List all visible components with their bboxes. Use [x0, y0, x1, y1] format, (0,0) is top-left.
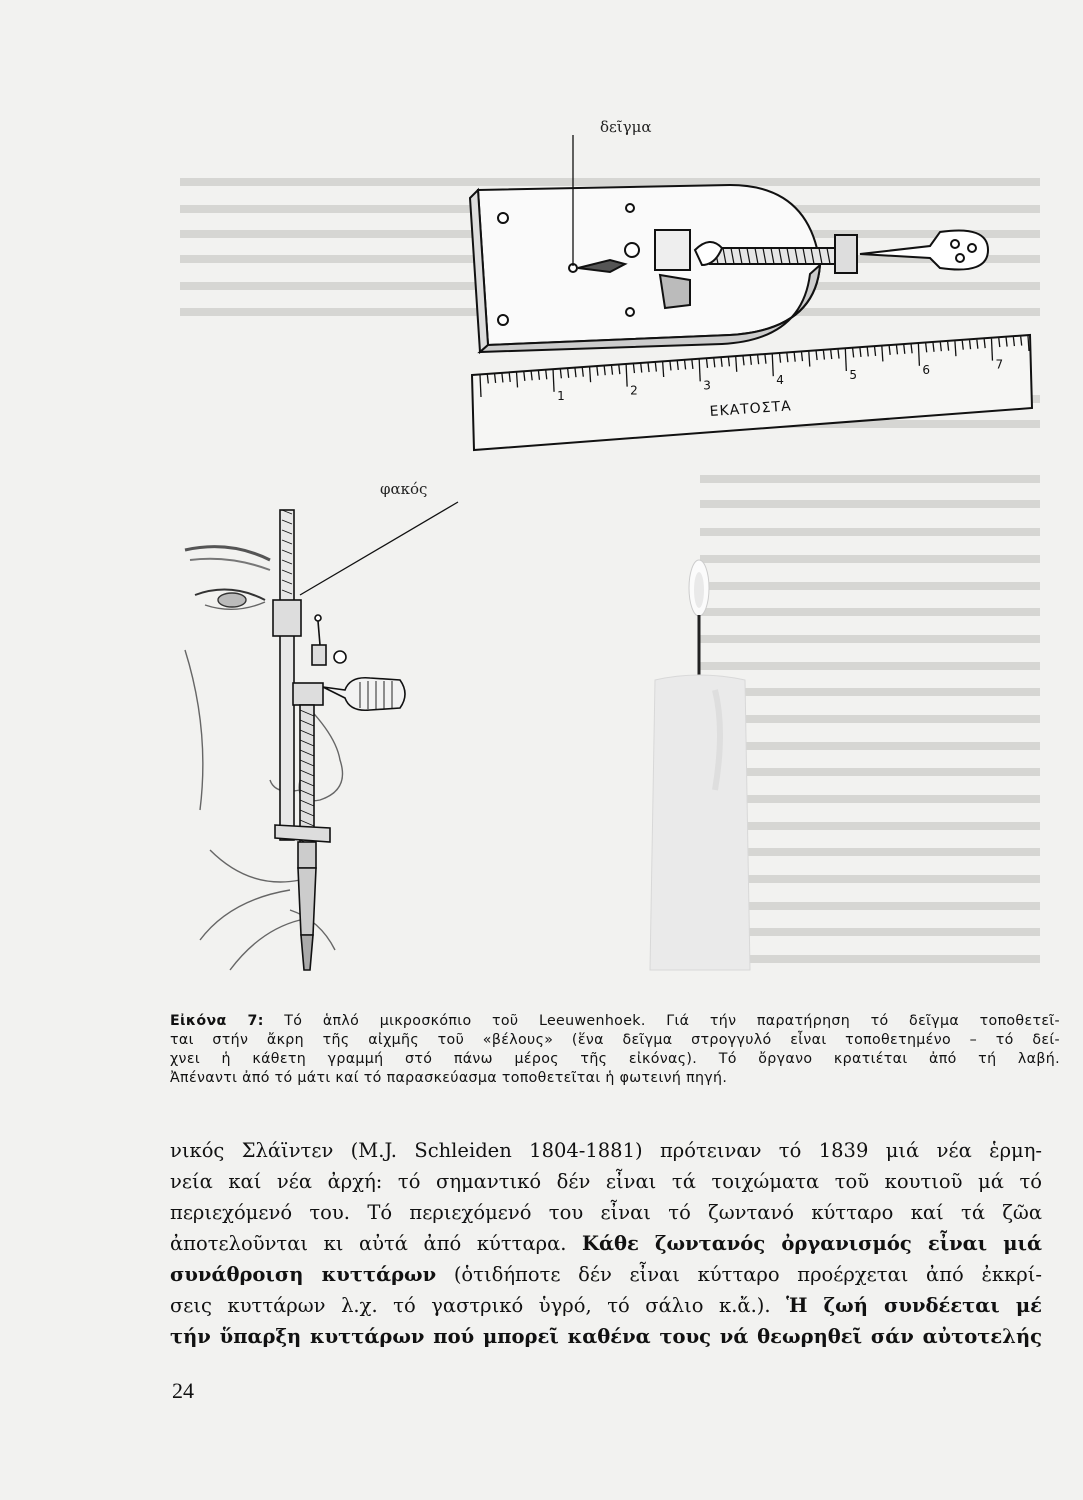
ruler-number: 6 [922, 362, 931, 377]
ruler-number: 5 [849, 368, 857, 382]
caption-line-2: ται στήν ἄκρη τῆς αἰχμῆς τοῦ «βέλους» (ἕνα δεῖγμα στρογγυλό εἶναι τοποθετημένο – τό δεί- [170, 1032, 1060, 1048]
lens-label: φακός [380, 480, 428, 498]
body-line-5 [170, 1259, 1042, 1290]
body-line-3: περιεχόμενό του. Τό περιεχόμενό του εἶναι τό ζωντανό κύτταρο καί τά ζῶα [170, 1201, 1042, 1224]
candle [650, 560, 750, 970]
caption-label: Εἰκόνα 7: [170, 1013, 264, 1029]
body-line-2: νεία καί νέα ἀρχή: τό σημαντικό δέν εἶναι τά τοιχώματα τοῦ κουτιοῦ μά τό [170, 1170, 1042, 1193]
body-line-7-bold: τήν ὕπαρξη κυττάρων πού μπορεῖ καθένα τους νά θεωρηθεῖ σάν αὐτοτελής [170, 1325, 1042, 1348]
body-line-5-regular: (ὁτιδήποτε δέν εἶναι κύτταρο προέρχεται ἀπό ἐκκρί- [453, 1263, 1042, 1286]
ruler-number: 7 [995, 357, 1004, 372]
body-line-4 [170, 1228, 1042, 1259]
body-line-5-bold: συνάθροιση κυττάρων [170, 1263, 437, 1286]
caption-line-1 [170, 1012, 1060, 1031]
body-line-4-bold: Κάθε ζωντανός ὀργανισμός εἶναι μιά [582, 1232, 1042, 1255]
figure-7 [170, 90, 1070, 1000]
figure-caption [170, 1012, 1060, 1088]
ruler-number: 2 [630, 383, 638, 398]
caption-text-1: Τό ἁπλό μικροσκόπιο τοῦ Leeuwenhoek. Γιά τήν παρατήρηση τό δεῖγμα τοποθετεῖ- [284, 1013, 1061, 1029]
body-line-7 [170, 1321, 1042, 1352]
caption-line-3: χνει ἡ κάθετη γραμμή στό πάνω μέρος τῆς εἰκόνας). Τό ὄργανο κρατιέται ἀπό τή λαβή. [170, 1051, 1060, 1067]
ruler-number: 4 [776, 373, 784, 388]
caption-line-4: Ἀπέναντι ἀπό τό μάτι καί τό παρασκεύασμα τοποθετεῖται ἡ φωτεινή πηγή. [170, 1070, 728, 1086]
microscope-side-view [273, 510, 405, 970]
figure-illustration [170, 90, 1070, 1000]
ruler-title: ΕΚΑΤΟΣΤΑ [709, 398, 793, 420]
ruler-number: 3 [703, 378, 711, 393]
face-sketch [185, 547, 343, 970]
body-line-6 [170, 1290, 1042, 1321]
ruler-number: 1 [557, 388, 565, 403]
body-line-4-regular: ἀποτελοῦνται κι αὐτά ἀπό κύτταρα. [170, 1232, 567, 1255]
lens-pointer-line [300, 502, 458, 595]
body-paragraph [170, 1135, 1042, 1352]
page-number: 24 [172, 1378, 194, 1403]
body-line-6-regular: σεις κυττάρων λ.χ. τό γαστρικό ὑγρό, τό σάλιο κ.ἄ.). [170, 1294, 771, 1317]
sample-label: δεῖγμα [600, 118, 652, 136]
body-line-6-bold: Ἡ ζωή συνδέεται μέ [786, 1294, 1043, 1317]
body-line-1: νικός Σλάϊντεν (M.J. Schleiden 1804-1881) πρότειναν τό 1839 μιά νέα ἑρμη- [170, 1139, 1042, 1162]
ruler [472, 335, 1032, 450]
